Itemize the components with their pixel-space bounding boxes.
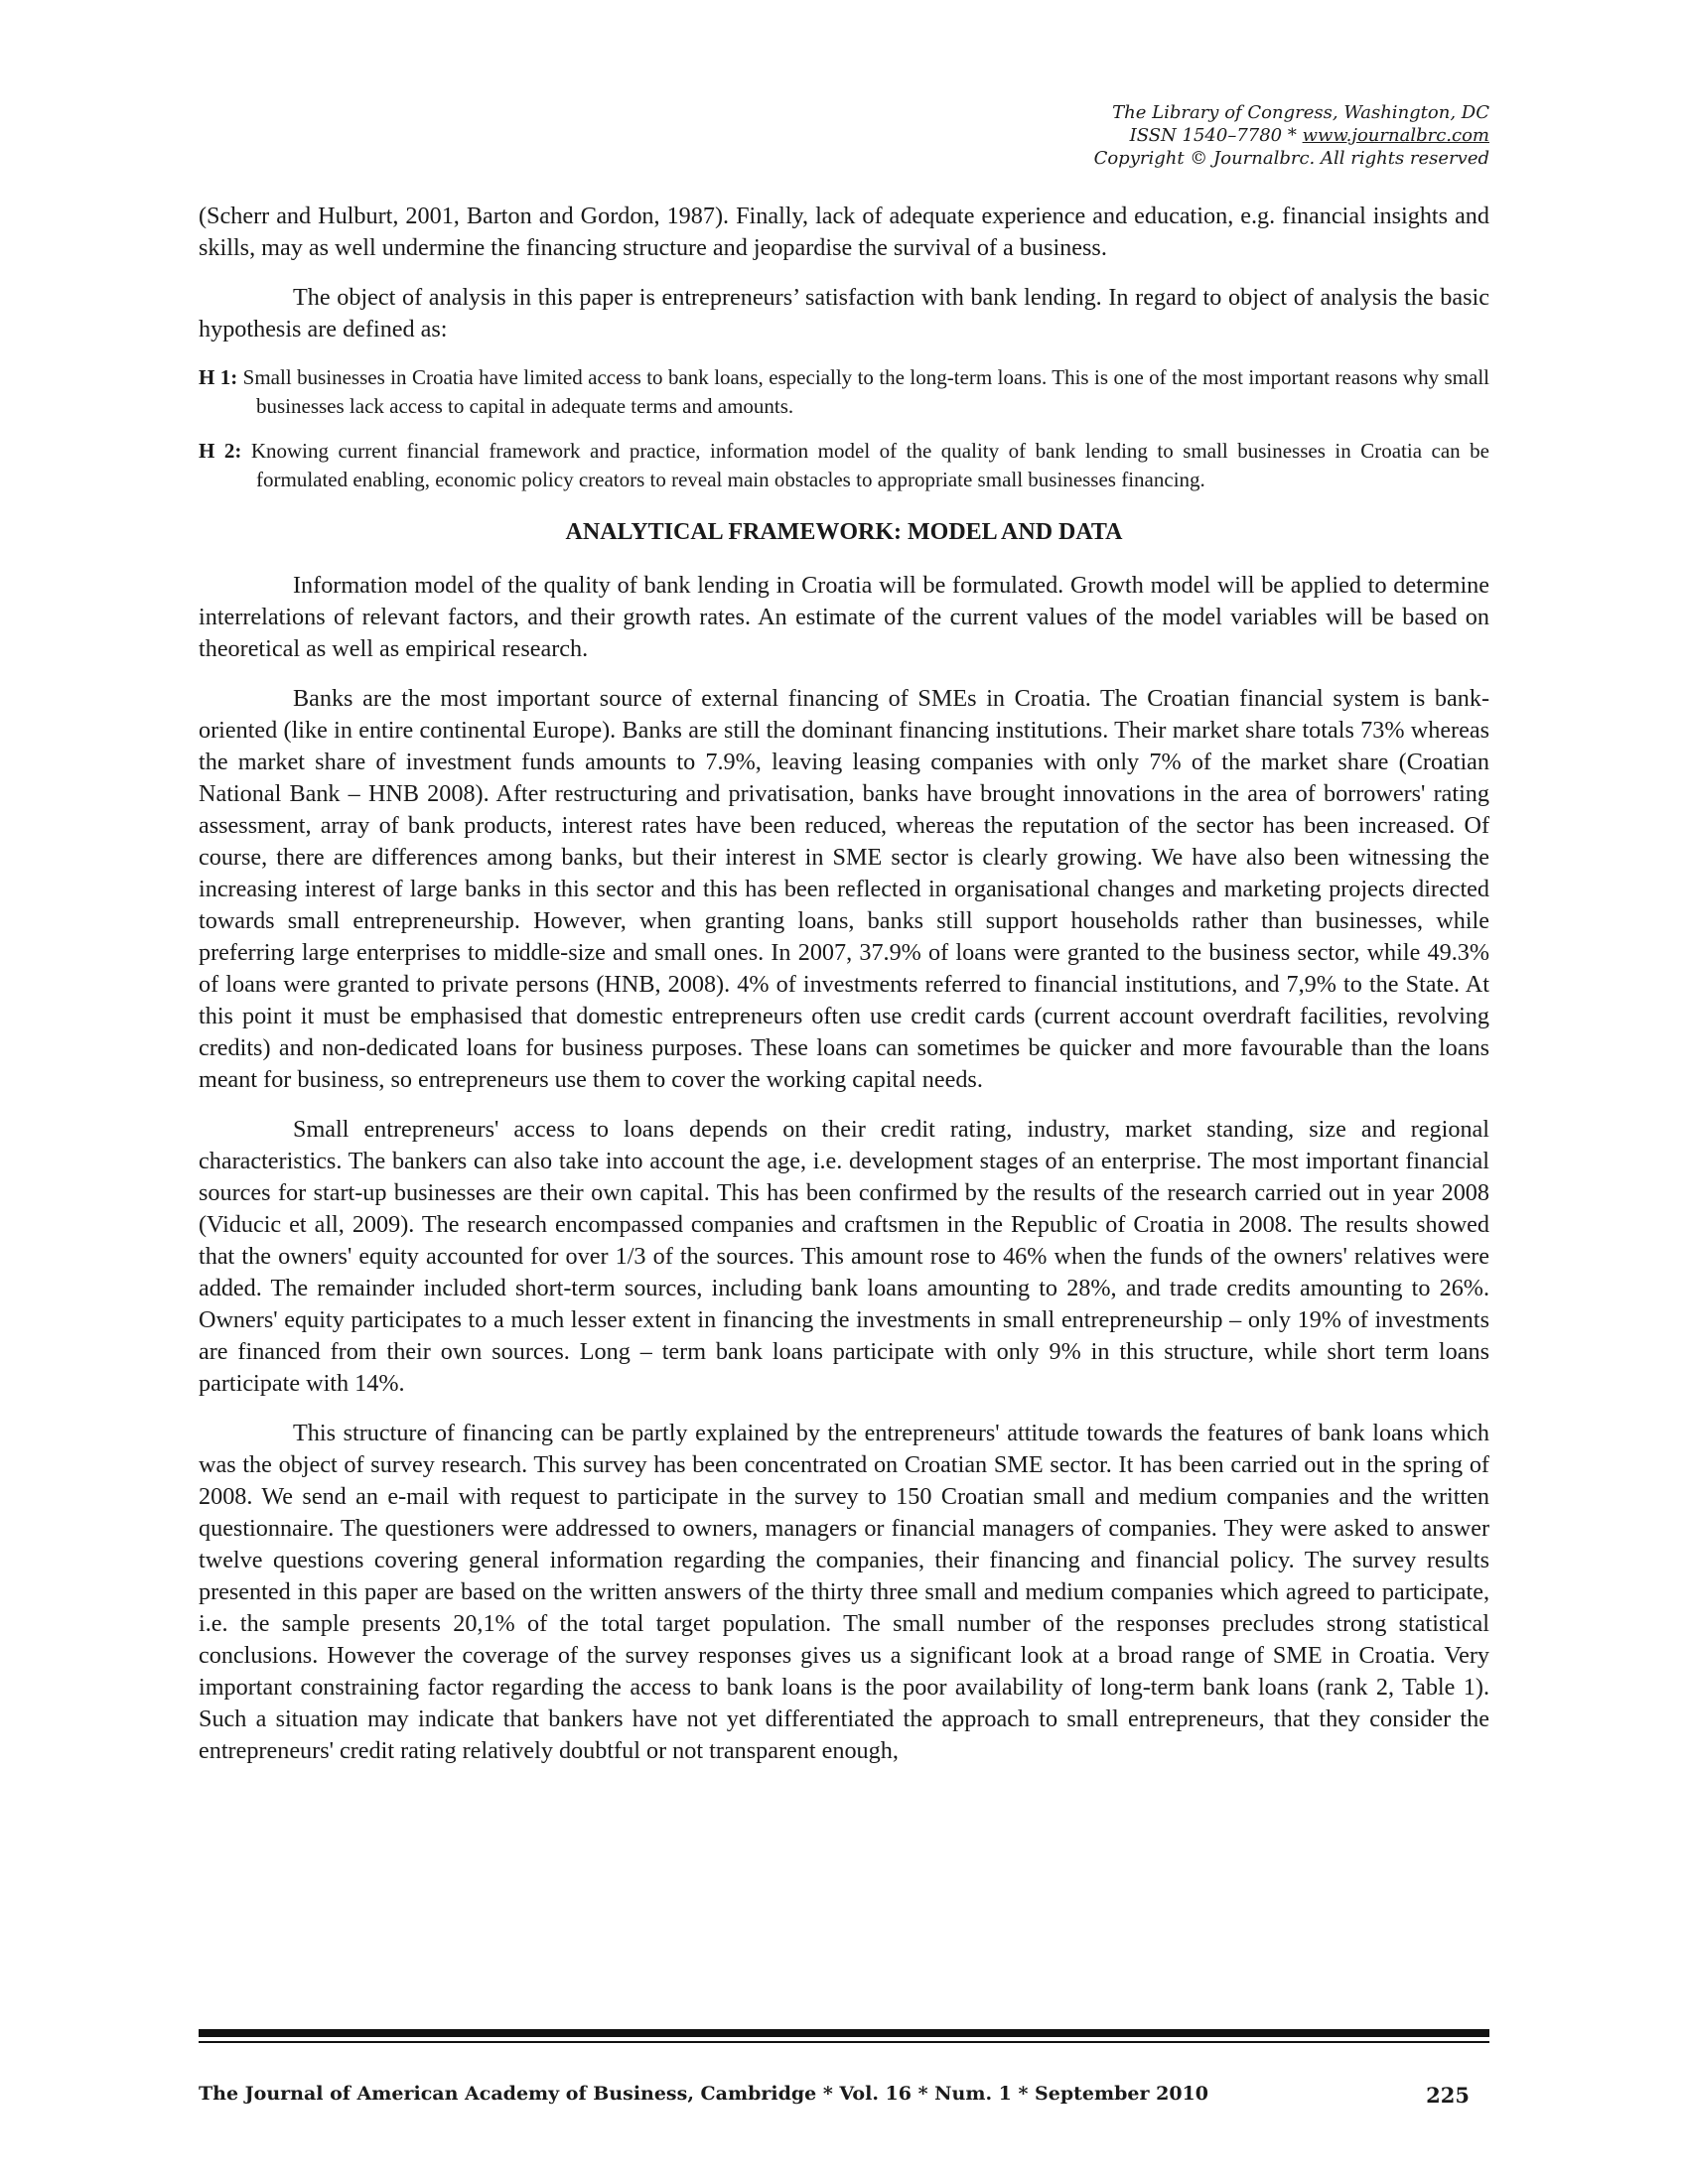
- footer-rule-thin: [199, 2041, 1489, 2043]
- hypothesis-2-label: H 2:: [199, 439, 242, 463]
- paragraph-loan-access: Small entrepreneurs' access to loans depends on their credit rating, industry, market standing, size and regional characteristics. The bankers can also take into account the age, i.e. development stages of an enterprise. The most important financial sources for start-up businesses are their own capital. This has been confirmed by the results of the research carried out in year 2008 (Viducic et all, 2009). The research encompassed companies and craftsmen in the Republic of Croatia in 2008. The results showed that the owners' equity accounted for over 1/3 of the sources. This amount rose to 46% when the funds of the owners' relatives were added. The remainder included short-term sources, including bank loans amounting to 28%, and trade credits amounting to 26%. Owners' equity participates to a much lesser extent in financing the investments in small entrepreneurship – only 19% of investments are financed from their own sources. Long – term bank loans participate with only 9% in this structure, while short term loans participate with 14%.: [199, 1116, 1489, 1397]
- header-issn: ISSN 1540–7780 *: [1129, 125, 1303, 146]
- section-heading: ANALYTICAL FRAMEWORK: MODEL AND DATA: [565, 519, 1123, 545]
- header-library-line: The Library of Congress, Washington, DC: [1112, 102, 1489, 123]
- document-page: [199, 0, 1489, 2184]
- paragraph-banks: Banks are the most important source of external financing of SMEs in Croatia. The Croatian financial system is bank-oriented (like in entire continental Europe). Banks are still the dominant financing institutions. Their market share totals 73% whereas the market share of investment funds amounts to 7.9%, leaving leasing companies with only 7% of the market share (Croatian National Bank – HNB 2008). After restructuring and privatisation, banks have brought innovations in the area of borrowers' rating assessment, array of bank products, interest rates have been reduced, whereas the reputation of the sector has been increased. Of course, there are differences among banks, but their interest in SME sector is clearly growing. We have also been witnessing the increasing interest of large banks in this sector and this has been reflected in organisational changes and marketing projects directed towards small entrepreneurship. However, when granting loans, banks still support households rather than businesses, while preferring large enterprises to middle-size and small ones. In 2007, 37.9% of loans were granted to the business sector, while 49.3% of loans were granted to private persons (HNB, 2008). 4% of investments referred to financial institutions, and 7,9% to the State. At this point it must be emphasised that domestic entrepreneurs often use credit cards (current account overdraft facilities, revolving credits) and non-dedicated loans for business purposes. These loans can sometimes be quicker and more favourable than the loans meant for business, so entrepreneurs use them to cover the working capital needs.: [199, 685, 1489, 1093]
- hypothesis-2-text: Knowing current financial framework and practice, information model of the quality of bank lending to small businesses in Croatia can be formulated enabling, economic policy creators to reveal main obstacles to appropriate small businesses financing.: [241, 439, 1489, 491]
- hypothesis-2: [199, 437, 1489, 494]
- footer-rule-thick: [199, 2029, 1489, 2037]
- paragraph-survey: This structure of financing can be partly explained by the entrepreneurs' attitude towards the features of bank loans which was the object of survey research. This survey has been concentrated on Croatian SME sector. It has been carried out in the spring of 2008. We send an e-mail with request to participate in the survey to 150 Croatian small and medium companies and the written questionnaire. The questioners were addressed to owners, managers or financial managers of companies. They were asked to answer twelve questions covering general information regarding the companies, their financing and financial policy. The survey results presented in this paper are based on the written answers of the thirty three small and medium companies which agreed to participate, i.e. the sample presents 20,1% of the total target population. The small number of the responses precludes strong statistical conclusions. However the coverage of the survey responses gives us a significant look at a broad range of SME in Croatia. Very important constraining factor regarding the access to bank loans is the poor availability of long-term bank loans (rank 2, Table 1). Such a situation may indicate that bankers have not yet differentiated the approach to small entrepreneurs, that they consider the entrepreneurs' credit rating relatively doubtful or not transparent enough,: [199, 1420, 1489, 1764]
- footer-journal-citation: The Journal of American Academy of Business, Cambridge * Vol. 16 * Num. 1 * September 2010: [199, 2083, 1209, 2105]
- paragraph-continuation: (Scherr and Hulburt, 2001, Barton and Gordon, 1987). Finally, lack of adequate experience and education, e.g. financial insights and skills, may as well undermine the financing structure and jeopardise the survival of a business.: [199, 203, 1489, 261]
- hypothesis-1-label: H 1:: [199, 365, 238, 389]
- hypothesis-1-text: Small businesses in Croatia have limited access to bank loans, especially to the long-term loans. This is one of the most important reasons why small businesses lack access to capital in adequate terms and amounts.: [237, 365, 1489, 418]
- paragraph-object-of-analysis: The object of analysis in this paper is entrepreneurs’ satisfaction with bank lending. In regard to object of analysis the basic hypothesis are defined as:: [199, 284, 1489, 342]
- header-issn-line: [1094, 124, 1489, 147]
- paragraph-information-model: Information model of the quality of bank lending in Croatia will be formulated. Growth model will be applied to determine interrelations of relevant factors, and their growth rates. An estimate of the current values of the model variables will be based on theoretical as well as empirical research.: [199, 572, 1489, 662]
- hypothesis-1: [199, 363, 1489, 421]
- page-number: 225: [1426, 2083, 1470, 2108]
- header-url-link[interactable]: www.journalbrc.com: [1302, 125, 1489, 146]
- article-body: [199, 201, 1489, 1785]
- header-copyright-line: Copyright © Journalbrc. All rights reserved: [1093, 148, 1489, 169]
- running-header: [1094, 101, 1489, 170]
